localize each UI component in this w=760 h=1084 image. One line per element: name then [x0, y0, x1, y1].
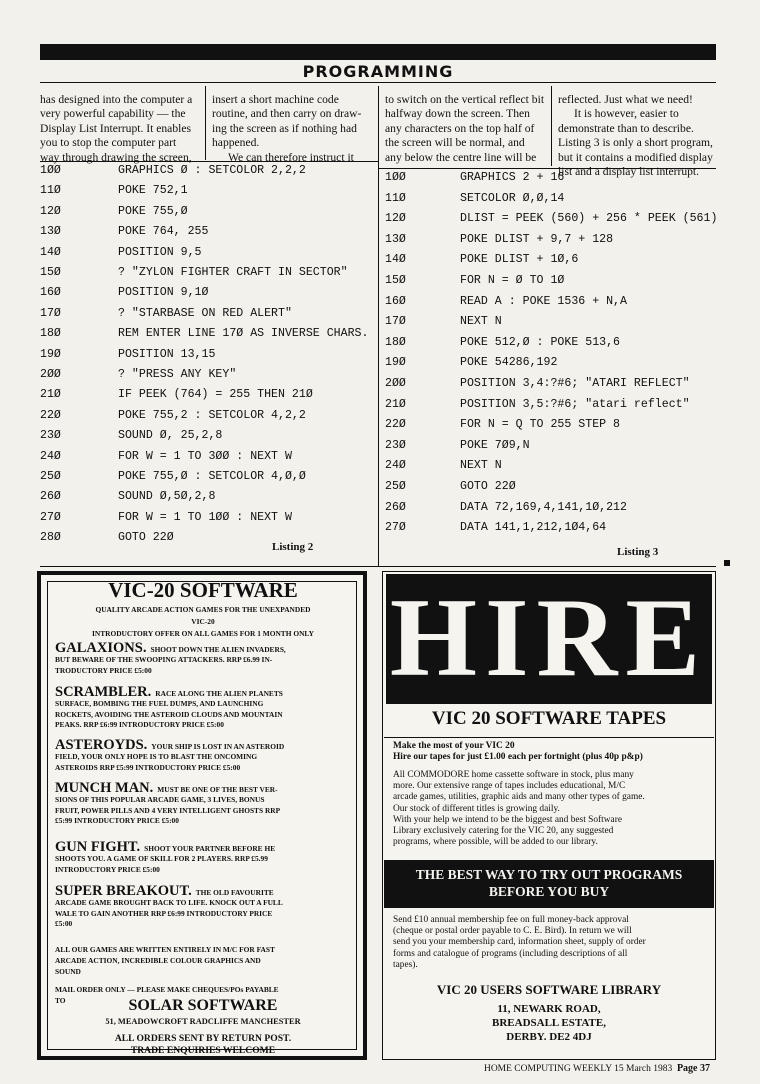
code-line [385, 292, 716, 312]
statement: DATA 141,1,212,1Ø4,64 [460, 521, 607, 535]
line-number: 21Ø [40, 388, 61, 402]
code-line [40, 426, 378, 446]
listing-2-caption: Listing 2 [272, 541, 314, 553]
statement: POKE 7Ø9,N [460, 438, 530, 452]
code-line [385, 456, 716, 476]
code-line [40, 304, 378, 324]
game-description: £5:99 INTRODUCTORY PRICE £5:00 [55, 816, 179, 826]
game-description: SHOOTS YOU. A GAME OF SKILL FOR 2 PLAYERS. RRP £5.99 [55, 854, 268, 864]
code-line [385, 168, 716, 188]
code-line [385, 415, 716, 435]
listing-3 [385, 168, 716, 548]
statement: POKE 755,Ø : SETCOLOR 4,Ø,Ø [118, 470, 306, 483]
intro-line: very powerful capability — the [40, 107, 186, 121]
best-way-line-2: BEFORE YOU BUY [488, 884, 610, 899]
line-number: 17Ø [385, 315, 406, 329]
hire-text-line: Library exclusively catering for the VIC 20, any suggested [393, 826, 614, 837]
line-number: 12Ø [385, 212, 406, 226]
line-number: 1ØØ [40, 164, 61, 177]
statement: GRAPHICS 2 + 16 [460, 171, 565, 184]
code-line [40, 324, 378, 344]
game-name: GUN FIGHT. [55, 839, 141, 855]
code-line [40, 161, 378, 181]
game-description: PEAKS. RRP £6:99 INTRODUCTORY PRICE £5:00 [55, 720, 224, 730]
hire-intro-line-1: Make the most of your VIC 20 [393, 741, 515, 751]
vic-note: ARCADE ACTION, INCREDIBLE COLOUR GRAPHICS AND [55, 956, 261, 965]
vic-title: VIC-20 SOFTWARE [108, 578, 298, 602]
statement: NEXT N [460, 315, 502, 329]
line-number: 15Ø [385, 274, 406, 287]
line-number: 19Ø [385, 356, 406, 370]
column-divider [551, 86, 552, 166]
code-line [385, 436, 716, 456]
intro-line: happened. [212, 136, 260, 150]
statement: POKE DLIST + 1Ø,6 [460, 253, 579, 267]
statement: ? "STARBASE ON RED ALERT" [118, 306, 292, 320]
listing-2 [40, 161, 378, 561]
intro-column-4 [558, 93, 716, 179]
library-name: VIC 20 USERS SOFTWARE LIBRARY [436, 982, 662, 997]
game-entry [55, 839, 351, 875]
line-number: 13Ø [385, 232, 406, 246]
hire-paragraph-stock [393, 770, 705, 815]
statement: POKE 764, 255 [118, 225, 209, 239]
intro-line: ing the screen as if nothing had [212, 121, 357, 135]
intro-line: routine, and then carry on draw- [212, 107, 362, 121]
statement: NEXT N [460, 459, 502, 473]
game-description: SHOOT DOWN THE ALIEN INVADERS, [150, 645, 286, 654]
hire-intro-line-2: Hire our tapes for just £1.00 each per fortnight (plus 40p p&p) [393, 752, 643, 762]
vic-note: ALL OUR GAMES ARE WRITTEN ENTIRELY IN M/C FOR FAST [55, 945, 275, 954]
intro-line: way through drawing the screen, [40, 150, 192, 164]
intro-line: We can therefore instruct it [228, 150, 354, 164]
vic-subtitle: VIC-20 [191, 617, 215, 626]
intro-line: to switch on the vertical reflect bit [385, 93, 545, 106]
statement: POKE DLIST + 9,7 + 128 [460, 232, 614, 246]
code-line [385, 333, 716, 353]
statement: POKE 755,Ø [118, 204, 188, 218]
code-line [40, 283, 378, 303]
game-description: ROCKETS, AVOIDING THE ASTEROID CLOUDS AND MOUNTAIN [55, 709, 283, 719]
game-first-line [55, 883, 351, 899]
hire-paragraph-membership [393, 915, 705, 971]
code-line [385, 498, 716, 518]
game-entry [55, 780, 351, 827]
hire-heading: HIRE [389, 576, 709, 700]
game-entry [55, 684, 351, 731]
vic-note: SOUND [55, 967, 81, 976]
code-line [385, 518, 716, 538]
tapes-title: VIC 20 SOFTWARE TAPES [431, 708, 667, 729]
code-line [40, 202, 378, 222]
line-number: 17Ø [40, 306, 61, 320]
statement: DLIST = PEEK (560) + 256 * PEEK (561) [460, 212, 718, 226]
code-line [40, 222, 378, 242]
library-address-3: DERBY. DE2 4DJ [506, 1031, 592, 1043]
hire-text-line: Our stock of different titles is growing daily. [393, 803, 560, 814]
code-line [40, 385, 378, 405]
code-line [40, 263, 378, 283]
line-number: 27Ø [40, 510, 61, 524]
statement: DATA 72,169,4,141,1Ø,212 [460, 500, 627, 514]
intro-column-1 [40, 93, 198, 165]
statement: GOTO 22Ø [118, 531, 174, 545]
hire-text-line: Send £10 annual membership fee on full money-back approval [393, 915, 629, 925]
game-description: ASTEROIDS RRP £5:99 INTRODUCTORY PRICE £5:00 [55, 762, 241, 772]
line-number: 22Ø [40, 408, 61, 422]
intro-line: has designed into the computer a [40, 93, 193, 106]
game-entry [55, 640, 351, 676]
code-line [385, 374, 716, 394]
game-description: RACE ALONG THE ALIEN PLANETS [155, 689, 283, 698]
best-way-line-1: THE BEST WAY TO TRY OUT PROGRAMS [415, 867, 683, 882]
column-divider [205, 86, 206, 160]
code-line [385, 189, 716, 209]
game-name: SUPER BREAKOUT. [55, 883, 192, 899]
line-number: 16Ø [385, 294, 406, 308]
statement: SOUND Ø,5Ø,2,8 [118, 490, 216, 504]
game-first-line [55, 737, 351, 753]
line-number: 22Ø [385, 418, 406, 432]
game-description: THE OLD FAVOURITE [195, 888, 274, 897]
statement: POSITION 3,4:?#6; "ATARI REFLECT" [460, 377, 690, 390]
line-number: 11Ø [40, 184, 61, 198]
statement: POKE 752,1 [118, 184, 188, 198]
hire-text-line: (cheque or postal order payable to C. E. Bird). In return we will [393, 926, 632, 937]
line-number: 25Ø [385, 480, 406, 493]
intro-line: any below the centre line will be [385, 150, 537, 164]
code-line [40, 365, 378, 385]
intro-line: Listing 3 is only a short program, [558, 136, 713, 150]
intro-column-3 [385, 93, 545, 165]
hire-text-line: All COMMODORE home cassette software in stock, plus many [393, 770, 634, 780]
code-line [40, 406, 378, 426]
vic-mail-order: MAIL ORDER ONLY — PLEASE MAKE CHEQUES/POs PAYABLE [55, 985, 279, 994]
intro-line: list and a display list interrupt. [558, 165, 700, 179]
line-number: 18Ø [385, 335, 406, 349]
game-entry [55, 737, 351, 773]
section-banner [40, 44, 716, 60]
line-number: 1ØØ [385, 171, 406, 184]
hire-text-line: forms and catalogue of programs (including descriptions of all [393, 948, 628, 959]
statement: SETCOLOR Ø,Ø,14 [460, 191, 565, 205]
line-number: 26Ø [40, 490, 61, 504]
code-line [385, 395, 716, 415]
code-line [385, 271, 716, 291]
statement: IF PEEK (764) = 255 THEN 21Ø [118, 388, 313, 402]
game-description: MUST BE ONE OF THE BEST VER- [157, 785, 278, 794]
statement: ? "PRESS ANY KEY" [118, 368, 237, 381]
code-line [40, 181, 378, 201]
game-name: GALAXIONS. [55, 640, 147, 656]
intro-line: halfway down the screen. Then [385, 107, 530, 121]
game-first-line [55, 780, 351, 796]
game-description: FRUIT, POWER PILLS AND 4 VERY INTELLIGENT GHOSTS RRP [55, 805, 281, 815]
hire-text-line: With your help we intend to be the biggest and best Software [393, 815, 622, 825]
section-title: PROGRAMMING [302, 62, 454, 81]
statement: POSITION 3,5:?#6; "atari reflect" [460, 397, 690, 411]
line-number: 11Ø [385, 191, 406, 205]
statement: REM ENTER LINE 17Ø AS INVERSE CHARS. [118, 327, 369, 341]
statement: POKE 512,Ø : POKE 513,6 [460, 335, 621, 349]
vic-address: 51, MEADOWCROFT RADCLIFFE MANCHESTER [105, 1017, 301, 1026]
statement: POSITION 9,5 [118, 245, 202, 259]
line-number: 18Ø [40, 327, 61, 341]
hire-text-line: programs, where possible, will be added to our library. [393, 837, 598, 848]
vic-subtitle: QUALITY ARCADE ACTION GAMES FOR THE UNEXPANDED [95, 605, 311, 614]
vic-trade: TRADE ENQUIRIES WELCOME [130, 1045, 276, 1056]
line-number: 16Ø [40, 286, 61, 300]
intro-line: It is however, easier to [574, 107, 679, 121]
statement: GRAPHICS Ø : SETCOLOR 2,2,2 [118, 164, 306, 177]
game-description: SIONS OF THIS POPULAR ARCADE GAME, 3 LIVES, BONUS [55, 795, 265, 805]
game-first-line [55, 839, 351, 855]
game-first-line [55, 640, 351, 656]
game-name: MUNCH MAN. [55, 780, 154, 796]
statement: POSITION 13,15 [118, 347, 216, 361]
statement: POKE 755,2 : SETCOLOR 4,2,2 [118, 408, 306, 422]
line-number: 2ØØ [40, 368, 61, 381]
library-address-2: BREADSALL ESTATE, [492, 1017, 606, 1029]
game-description: TRODUCTORY PRICE £5:00 [55, 665, 152, 675]
vic-company: SOLAR SOFTWARE [128, 997, 278, 1014]
statement: FOR N = Ø TO 1Ø [460, 274, 565, 287]
game-description: YOUR SHIP IS LOST IN AN ASTEROID [151, 742, 285, 751]
line-number: 26Ø [385, 500, 406, 514]
line-number: 14Ø [40, 245, 61, 259]
column-divider [378, 86, 379, 566]
library-address-1: 11, NEWARK ROAD, [497, 1003, 601, 1015]
statement: SOUND Ø, 25,2,8 [118, 429, 223, 443]
hire-text-line: more. Our extensive range of tapes includes educational, M/C [393, 781, 626, 792]
game-entry [55, 883, 351, 930]
intro-column-2 [212, 93, 372, 165]
game-first-line [55, 684, 351, 700]
code-line [40, 345, 378, 365]
game-name: SCRAMBLER. [55, 684, 152, 700]
hire-rule [384, 737, 714, 738]
line-number: 19Ø [40, 347, 61, 361]
line-number: 13Ø [40, 225, 61, 239]
line-number: 21Ø [385, 397, 406, 411]
page-footer [410, 1063, 710, 1074]
line-number: 2ØØ [385, 377, 406, 390]
line-number: 23Ø [385, 438, 406, 452]
code-line [385, 250, 716, 270]
line-number: 23Ø [40, 429, 61, 443]
code-line [385, 353, 716, 373]
line-number: 24Ø [40, 449, 61, 463]
vic-subtitle: INTRODUCTORY OFFER ON ALL GAMES FOR 1 MONTH ONLY [91, 629, 315, 638]
hire-paragraph-library [393, 815, 705, 849]
line-number: 27Ø [385, 521, 406, 535]
code-line [385, 312, 716, 332]
statement: ? "ZYLON FIGHTER CRAFT IN SECTOR" [118, 266, 348, 279]
game-description: £5:00 [55, 919, 73, 929]
game-description: WALE TO GAIN ANOTHER RRP £6:99 INTRODUCTORY PRICE [55, 908, 273, 918]
line-number: 14Ø [385, 253, 406, 267]
intro-line: you to stop the computer part [40, 136, 177, 150]
vic-mail-order: TO [55, 996, 66, 1005]
statement: POSITION 9,1Ø [118, 286, 209, 300]
line-number: 12Ø [40, 204, 61, 218]
footer-page-number: Page 37 [676, 1063, 710, 1074]
line-number: 24Ø [385, 459, 406, 473]
line-number: 28Ø [40, 531, 61, 545]
hire-text-line: send you your membership card, information sheet, supply of order [393, 937, 646, 948]
code-line [40, 528, 378, 548]
line-number: 15Ø [40, 266, 61, 279]
game-description: INTRODUCTORY PRICE £5:00 [55, 864, 160, 874]
header-rule [40, 82, 716, 83]
game-description: FIELD, YOUR ONLY HOPE IS TO BLAST THE ONCOMING [55, 752, 258, 762]
best-way-text [384, 866, 714, 900]
code-line [40, 508, 378, 528]
statement: POKE 54286,192 [460, 356, 558, 370]
intro-line: any characters on the top half of [385, 121, 535, 135]
code-line [385, 209, 716, 229]
statement: READ A : POKE 1536 + N,A [460, 294, 627, 308]
statement: FOR W = 1 TO 3ØØ : NEXT W [118, 449, 292, 463]
intro-line: but it contains a modified display [558, 150, 713, 164]
end-marker [724, 560, 730, 566]
statement: GOTO 22Ø [460, 480, 516, 493]
code-line [385, 477, 716, 497]
intro-line: the screen will be normal, and [385, 136, 525, 150]
code-line [385, 230, 716, 250]
code-line [40, 487, 378, 507]
footer-publication: HOME COMPUTING WEEKLY 15 March 1983 [483, 1064, 673, 1074]
game-description: SHOOT YOUR PARTNER BEFORE HE [144, 844, 276, 853]
hire-text-line: arcade games, utilities, graphic aids and many other types of game. [393, 792, 645, 803]
listings-bottom-rule [40, 566, 716, 567]
listing-3-caption: Listing 3 [617, 546, 659, 558]
vic-return-post: ALL ORDERS SENT BY RETURN POST. [114, 1033, 292, 1044]
code-line [40, 467, 378, 487]
hire-text-line: tapes). [393, 959, 418, 970]
line-number: 25Ø [40, 470, 61, 483]
game-name: ASTEROYDS. [55, 737, 148, 753]
game-description: ARCADE GAME BROUGHT BACK TO LIFE. KNOCK OUT A FULL [55, 898, 283, 908]
intro-line: Display List Interrupt. It enables [40, 121, 192, 135]
game-description: BUT BEWARE OF THE SWOOPING ATTACKERS. RRP £6.99 IN- [55, 655, 273, 665]
intro-line: insert a short machine code [212, 93, 339, 106]
code-line [40, 447, 378, 467]
code-line [40, 243, 378, 263]
statement: FOR N = Q TO 255 STEP 8 [460, 418, 621, 432]
game-description: SURFACE, BOMBING THE FUEL DUMPS, AND LAUNCHING [55, 699, 264, 709]
statement: FOR W = 1 TO 1ØØ : NEXT W [118, 510, 292, 524]
intro-line: demonstrate than to describe. [558, 121, 694, 135]
intro-line: reflected. Just what we need! [558, 93, 693, 106]
